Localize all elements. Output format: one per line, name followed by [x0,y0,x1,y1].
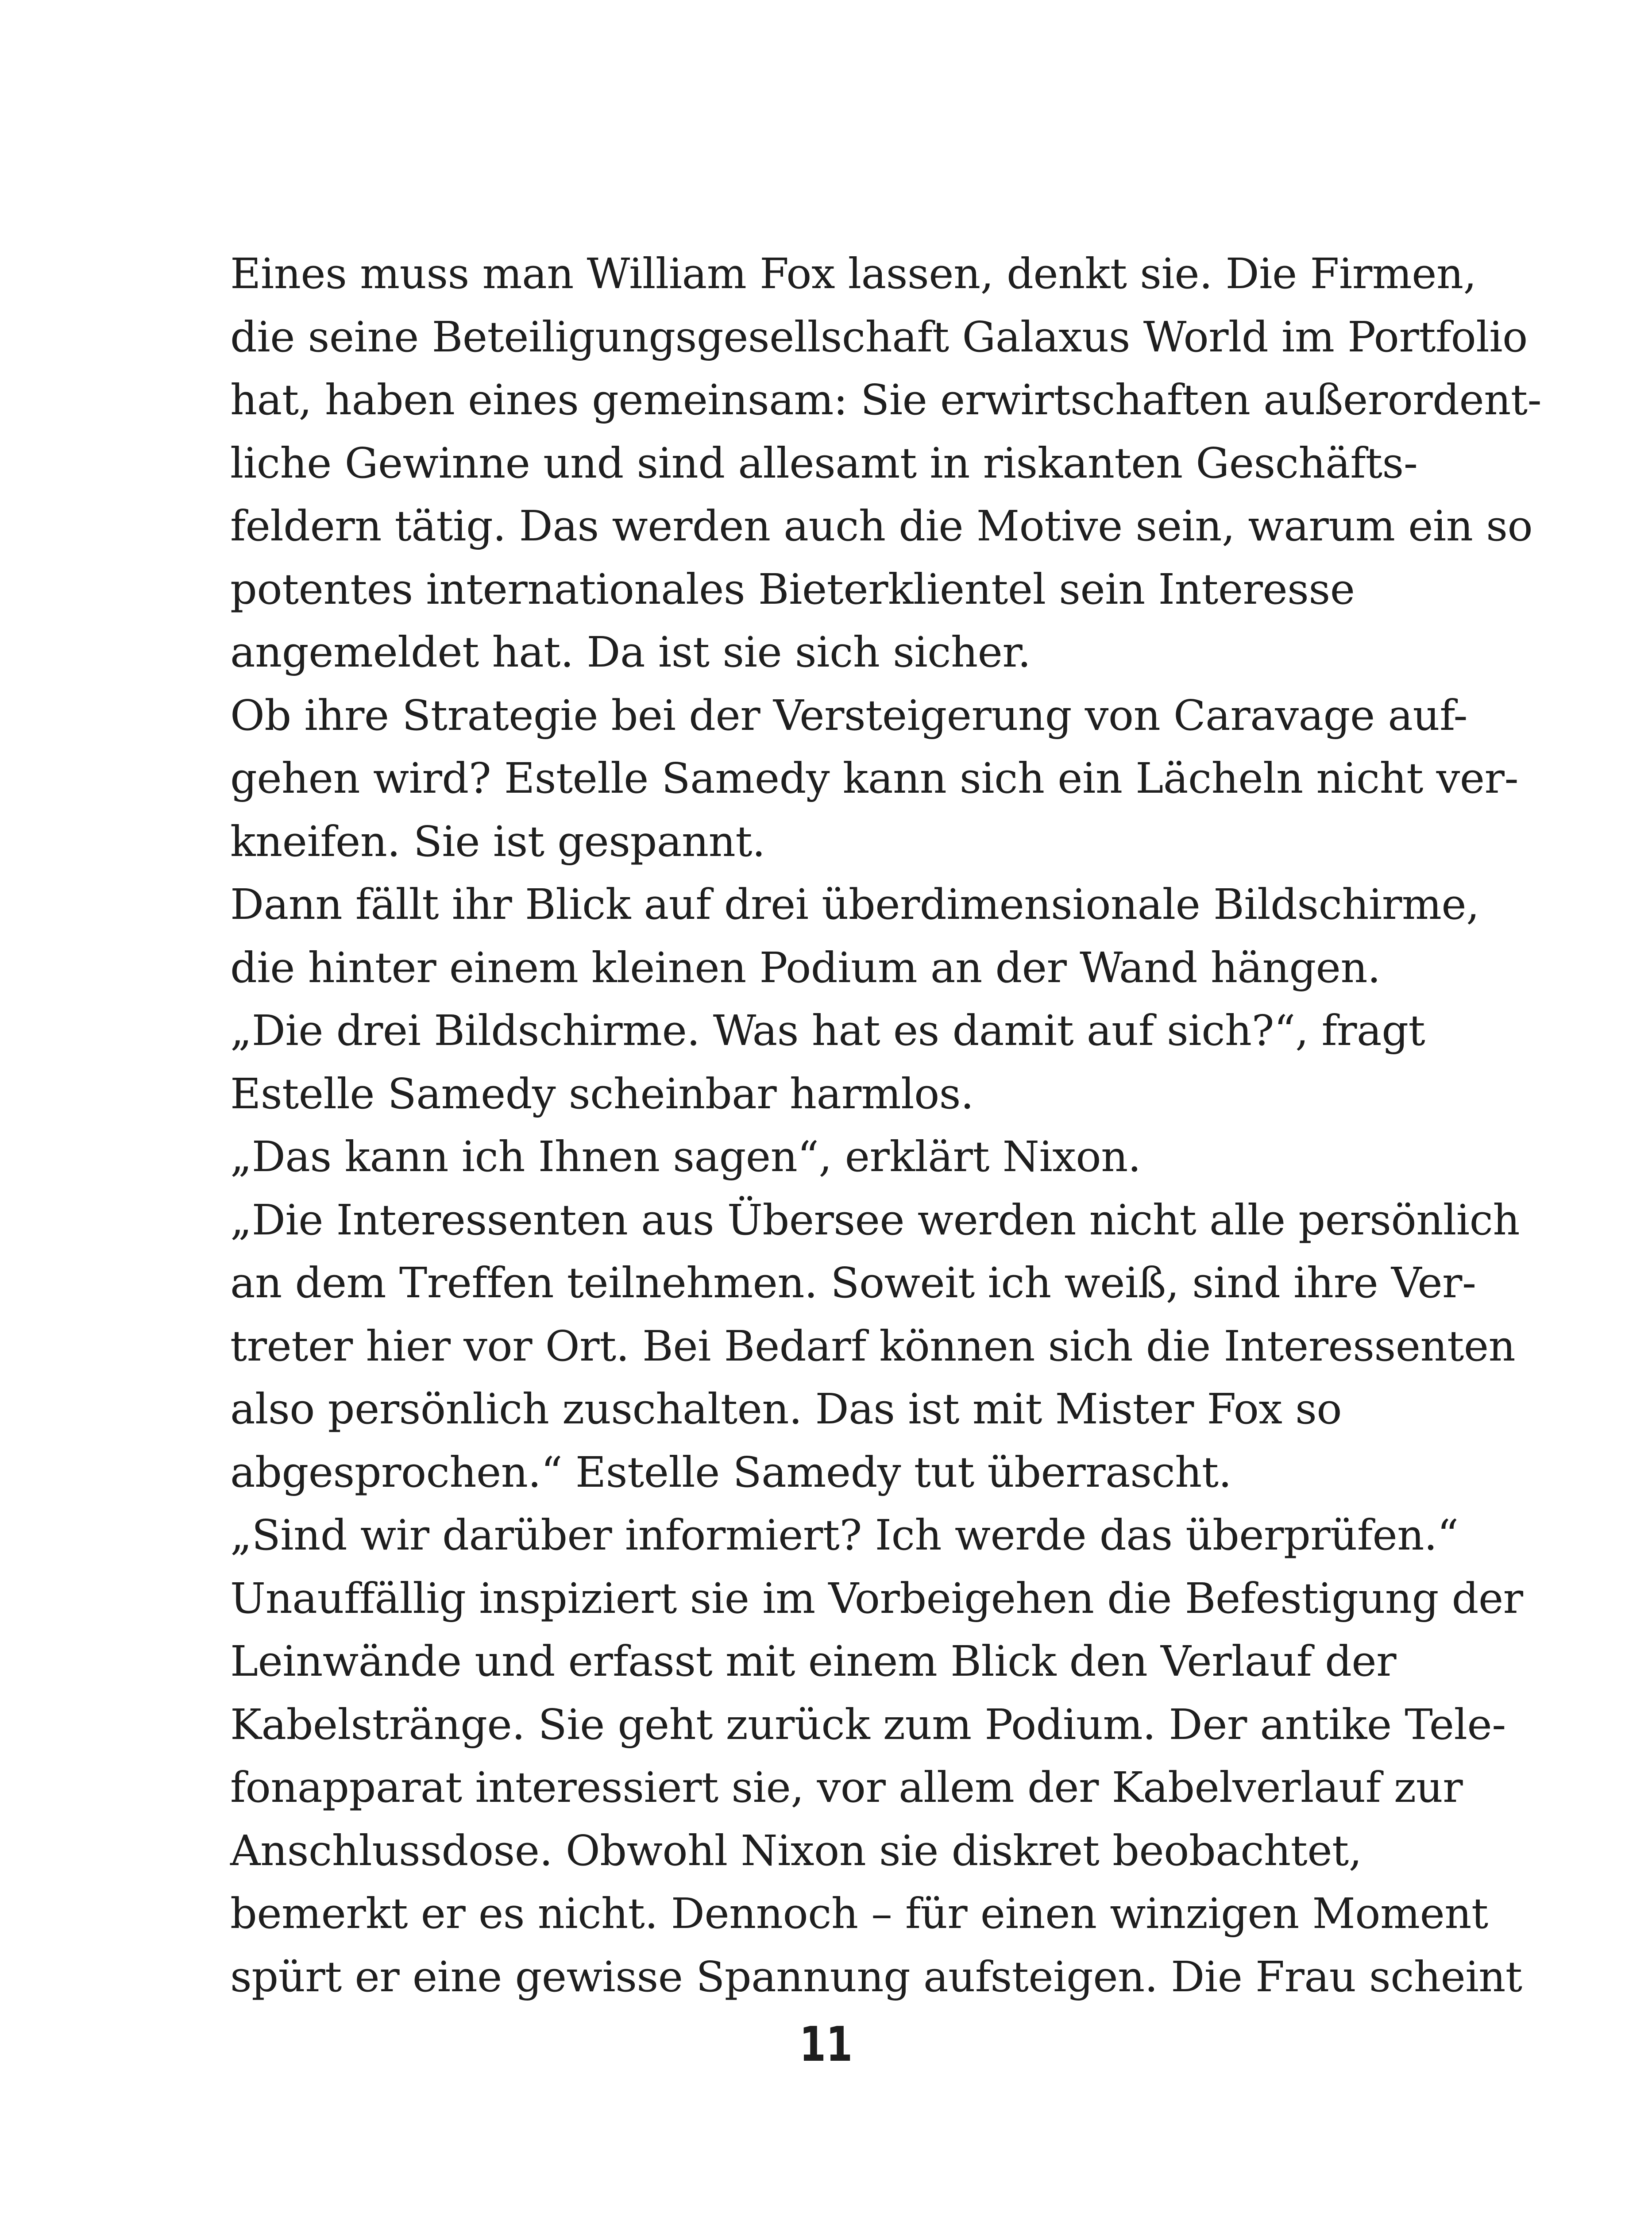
text-line: Estelle Samedy scheinbar harmlos. [230,1069,974,1118]
text-line: Dann fällt ihr Blick auf drei überdimensionale Bildschirme, [230,880,1479,929]
text-line: an dem Treffen teilnehmen. Soweit ich weiß, sind ihre Ver- [230,1259,1476,1307]
text-line: Anschlussdose. Obwohl Nixon sie diskret beobachtet, [230,1826,1362,1875]
text-line: abgesprochen.“ Estelle Samedy tut überrascht. [230,1448,1232,1497]
text-line: feldern tätig. Das werden auch die Motive sein, warum ein so [230,502,1533,551]
text-line: „Das kann ich Ihnen sagen“, erklärt Nixon. [230,1133,1141,1181]
text-line: potentes internationales Bieterklientel sein Interesse [230,565,1355,614]
text-line: also persönlich zuschalten. Das ist mit Mister Fox so [230,1385,1342,1434]
text-line: angemeldet hat. Da ist sie sich sicher. [230,628,1031,677]
text-line: gehen wird? Estelle Samedy kann sich ein Lächeln nicht ver- [230,754,1519,803]
text-line: Kabelstränge. Sie geht zurück zum Podium. Der antike Tele- [230,1700,1506,1749]
text-line: Ob ihre Strategie bei der Versteigerung von Caravage auf- [230,691,1468,740]
text-line: bemerkt er es nicht. Dennoch – für einen winzigen Moment [230,1889,1488,1938]
text-line: liche Gewinne und sind allesamt in riskanten Geschäfts- [230,439,1418,488]
text-line: fonapparat interessiert sie, vor allem der Kabelverlauf zur [230,1763,1463,1812]
text-line: Leinwände und erfasst mit einem Blick den Verlauf der [230,1637,1397,1686]
text-line: „Die drei Bildschirme. Was hat es damit auf sich?“, fragt [230,1006,1425,1055]
text-line: die hinter einem kleinen Podium an der Wand hängen. [230,943,1381,992]
text-line: kneifen. Sie ist gespannt. [230,817,765,866]
text-line: „Sind wir darüber informiert? Ich werde das überprüfen.“ [230,1511,1459,1560]
text-line: treter hier vor Ort. Bei Bedarf können sich die Interessenten [230,1322,1516,1371]
text-line: die seine Beteiligungsgesellschaft Galaxus World im Portfolio [230,312,1528,362]
text-line: spürt er eine gewisse Spannung aufsteigen. Die Frau scheint [230,1952,1522,2001]
text-line: hat, haben eines gemeinsam: Sie erwirtschaften außerordent- [230,376,1542,424]
text-line: Unauffällig inspiziert sie im Vorbeigehen die Befestigung der [230,1574,1523,1623]
body-text [230,243,1542,2009]
page-number: 11 [799,2017,853,2072]
text-line: „Die Interessenten aus Übersee werden nicht alle persönlich [230,1195,1520,1245]
text-line: Eines muss man William Fox lassen, denkt sie. Die Firmen, [230,250,1477,298]
